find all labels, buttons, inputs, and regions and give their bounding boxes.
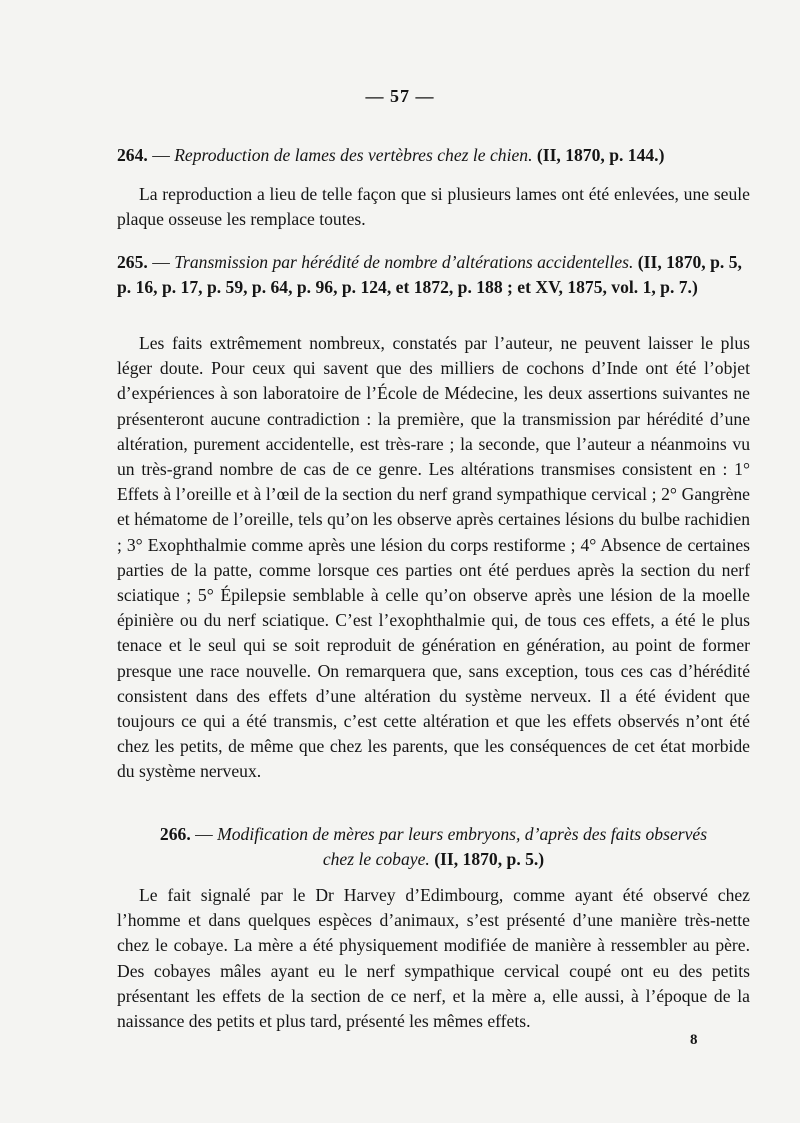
- entry-264-heading: [117, 143, 750, 168]
- entry-266-heading-line1: [117, 822, 750, 847]
- entry-265-dash: —: [147, 252, 175, 272]
- entry-265-reference: (II, 1870, p. 5, p. 16, p. 17, p. 59, p. 64, p. 96, p. 124, et 1872, p. 188 ; et XV, 1875, vol. 1, p. 7.): [117, 252, 742, 297]
- entry-264-title: Reproduction de lames des vertèbres chez le chien.: [174, 145, 533, 165]
- entry-266-number: 266.: [159, 824, 191, 844]
- entry-264-reference: (II, 1870, p. 144.): [532, 145, 665, 165]
- entry-264-dash: —: [147, 145, 175, 165]
- entry-266-dash: —: [190, 824, 218, 844]
- page-number: — 57 —: [365, 86, 435, 106]
- entry-266-body: Le fait signalé par le Dr Harvey d’Edimbourg, comme ayant été observé chez l’homme et dans quelques espèces d’animaux, s’est présenté d’une manière très-nette chez le cobaye. La mère a été physiquement modifiée de manière à ressembler au père. Des cobayes mâles ayant eu le nerf sympathique cervical coupé ont eu des petits présentant les effets de la section de ce nerf, et la mère a, elle aussi, à l’époque de la naissance des petits et plus tard, présenté les mêmes effets.: [117, 885, 750, 1032]
- entry-266-heading: [117, 822, 750, 872]
- signature-mark: 8: [690, 1032, 698, 1048]
- entry-266-heading-line2: [117, 847, 750, 872]
- entry-266-title-line2: chez le cobaye.: [322, 849, 430, 869]
- entry-266-reference: (II, 1870, p. 5.): [429, 849, 545, 869]
- entry-266-title-line1: Modification de mères par leurs embryons, d’après des faits observés: [217, 824, 708, 844]
- entry-264-body: La reproduction a lieu de telle façon que si plusieurs lames ont été enlevées, une seule plaque osseuse les remplace toutes.: [117, 184, 750, 230]
- entry-265-title: Transmission par hérédité de nombre d’altérations accidentelles.: [174, 252, 634, 272]
- entry-265-number: 265.: [117, 252, 148, 272]
- entry-265-body: Les faits extrêmement nombreux, constatés par l’auteur, ne peuvent laisser le plus léger doute. Pour ceux qui savent que des milliers de cochons d’Inde ont été l’objet d’expériences à son laboratoire de l’École de Médecine, les deux assertions suivantes ne présenteront aucune contradiction : la première, que la transmission par hérédité d’une altération, purement accidentelle, est très-rare ; la seconde, que l’auteur a néanmoins vu un très-grand nombre de cas de ce genre. Les altérations transmises consistent en : 1° Effets à l’oreille et à l’œil de la section du nerf grand sympathique cervical ; 2° Gangrène et hématome de l’oreille, tels qu’on les observe après certaines lésions du bulbe rachidien ; 3° Exophthalmie comme après une lésion du corps restiforme ; 4° Absence de certaines parties de la patte, comme lorsque ces parties ont été perdues après la section du nerf sciatique ; 5° Épilepsie semblable à celle qu’on observe après une lésion de la moelle épinière ou du nerf sciatique. C’est l’exophthalmie qui, de tous ces effets, a été le plus tenace et le seul qui se soit reproduit de génération en génération, au point de former presque une race nouvelle. On remarquera que, sans exception, tous ces cas d’hérédité consistent dans des effets d’une altération du système nerveux. Il a été évident que toujours ce qui a été transmis, c’est cette altération et que les effets observés n’ont été chez les petits, de même que chez les parents, que les conséquences de cet état morbide du système nerveux.: [117, 333, 750, 782]
- entry-264-number: 264.: [117, 145, 148, 165]
- entry-265-heading: [117, 250, 750, 300]
